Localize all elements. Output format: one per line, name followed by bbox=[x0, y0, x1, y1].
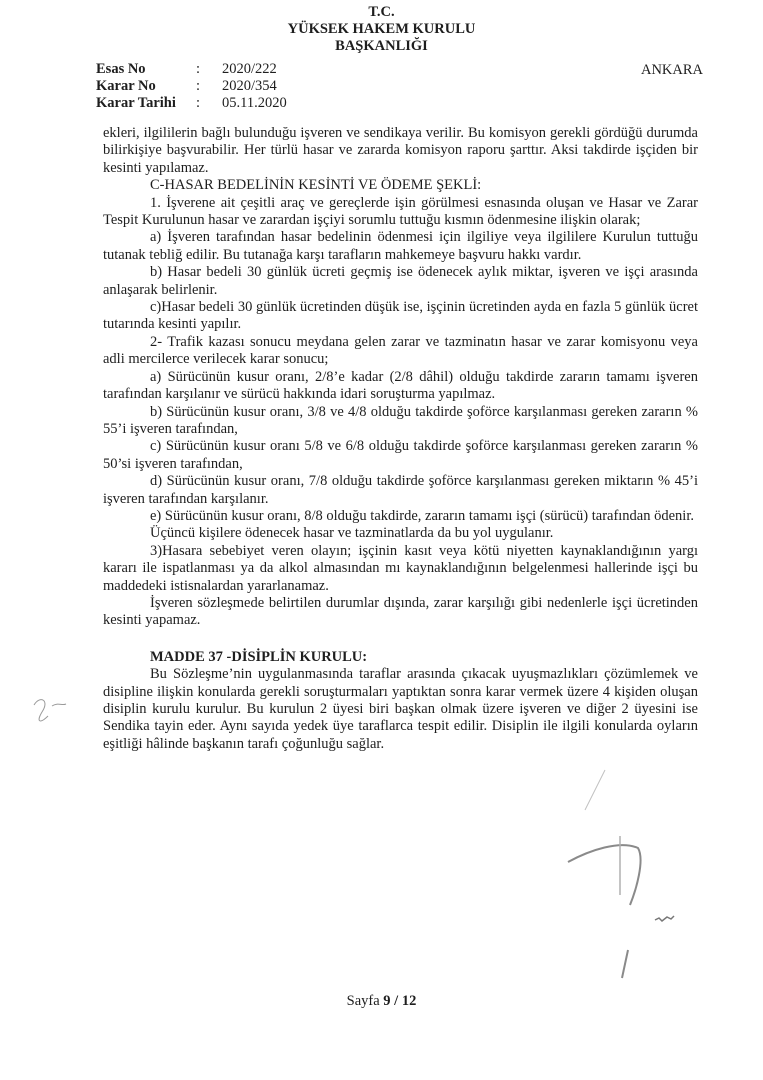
paragraph: 3)Hasara sebebiyet veren olayın; işçinin kasıt veya kötü niyetten kaynaklandığının yargı kararı ile ispatlanması ya da alkol almasından mı kaynaklandığının belgelenmesi hallerinde işçi bu maddedeki istisnalardan yararlanamaz. bbox=[103, 542, 698, 594]
signature-stroke bbox=[568, 845, 641, 905]
paragraph: a) İşveren tarafından hasar bedelinin ödenmesi için ilgiliye veya ilgililere Kurulun tuttuğu tutanak tebliğ edilir. Bu tutanağa karşı tarafların mahkemeye başvuru hakkı vardır. bbox=[103, 229, 698, 263]
paragraph: c) Sürücünün kusur oranı 5/8 ve 6/8 olduğu takdirde şoförce karşılanması gereken zararın % 50’si işveren tarafından, bbox=[103, 438, 698, 472]
paragraph: 2- Trafik kazası sonucu meydana gelen zarar ve tazminatın hasar ve zarar komisyonu veya adli mercilerce verilecek karar sonucu; bbox=[103, 333, 698, 368]
meta-label: Karar Tarihi bbox=[96, 95, 176, 111]
paragraph: e) Sürücünün kusur oranı, 8/8 olduğu takdirde, zararın tamamı işçi (sürücü) tarafından ödenir. bbox=[150, 507, 694, 524]
paragraph: 1. İşverene ait çeşitli araç ve gereçlerde işin görülmesi esnasında oluşan ve Hasar ve Zarar Tespit Kurulunun hasar ve zarardan işçiyi sorumlu tuttuğu kısmın ödenmesine ilişkin olarak; bbox=[103, 194, 698, 229]
article-title: MADDE 37 -DİSİPLİN KURULU: bbox=[150, 648, 368, 665]
article-text: Bu Sözleşme’nin uygulanmasında taraflar arasında çıkacak uyuşmazlıkları çözümlemek ve disipline ilişkin konularda gerekli soruşturmaları yaptıktan sonra karar vermek üzere 4 kişiden oluşan disiplin kurulu kurulur. Bu kurulun 2 üyesi biri başkan olmak üzere işveren ve diğer 2 üyesini ise Sendika tayin eder. Aynı sayıda yedek üye taraflarca tespit edilir. Disiplin ile ilgili konularda oyların eşitliği hâlinde başkanın tarafı çoğunluğu sağlar. bbox=[103, 666, 698, 752]
meta-value: 2020/354 bbox=[222, 78, 277, 94]
stamp-smudge bbox=[655, 916, 674, 921]
meta-separator: : bbox=[196, 78, 201, 94]
paragraph: b) Sürücünün kusur oranı, 3/8 ve 4/8 olduğu takdirde şoförce karşılanması gereken zararın % 55’i işveren tarafından, bbox=[103, 403, 698, 437]
page-separator: / bbox=[394, 993, 399, 1009]
paragraph: c)Hasar bedeli 30 günlük ücretinden düşük ise, işçinin ücretinden ayda en fazla 5 günlük ücret tutarında kesinti yapılır. bbox=[103, 299, 698, 333]
margin-annotation-mark bbox=[34, 700, 66, 721]
paragraph: d) Sürücünün kusur oranı, 7/8 olduğu takdirde şoförce karşılanması gereken miktarın % 45’i işveren tarafından karşılanır. bbox=[103, 473, 698, 507]
city: ANKARA bbox=[640, 62, 703, 78]
meta-label: Esas No bbox=[96, 61, 146, 77]
meta-label: Karar No bbox=[96, 78, 156, 94]
section-heading: C-HASAR BEDELİNİN KESİNTİ VE ÖDEME ŞEKLİ: bbox=[150, 177, 482, 194]
meta-separator: : bbox=[196, 61, 201, 77]
paragraph: İşveren sözleşmede belirtilen durumlar dışında, zarar karşılığı gibi nedenlerle işçi ücretinden kesinti yapamaz. bbox=[103, 594, 698, 629]
paragraph: b) Hasar bedeli 30 günlük ücreti geçmiş ise ödenecek aylık miktar, işveren ve işçi arasında anlaşarak belirlenir. bbox=[103, 264, 698, 298]
meta-value: 05.11.2020 bbox=[222, 95, 287, 111]
signature-stroke bbox=[585, 770, 605, 810]
meta-separator: : bbox=[196, 95, 201, 111]
paragraph: a) Sürücünün kusur oranı, 2/8’e kadar (2/8 dâhil) olduğu takdirde zararın tamamı işveren tarafından karşılanır ve sürücü hakkında idari soruşturma yapılmaz. bbox=[103, 368, 698, 403]
paragraph: Üçüncü kişilere ödenecek hasar ve tazminatlarda da bu yol uygulanır. bbox=[150, 525, 554, 542]
page-number: 9 bbox=[383, 993, 391, 1009]
page-label: Sayfa bbox=[346, 993, 380, 1009]
paragraph: ekleri, ilgililerin bağlı bulunduğu işveren ve sendikaya verilir. Bu komisyon gerekli gördüğü durumda bilirkişiye başvurabilir. Her türlü hasar ve zararda komisyon raporu şarttır. Aksi takdirde işçiden bir kesinti yapılamaz. bbox=[103, 125, 698, 176]
meta-value: 2020/222 bbox=[222, 61, 277, 77]
header-department: BAŞKANLIĞI bbox=[335, 38, 428, 54]
page-total: 12 bbox=[401, 993, 417, 1009]
header-tc: T.C. bbox=[368, 4, 395, 20]
signature-stroke bbox=[622, 950, 628, 978]
header-institution: YÜKSEK HAKEM KURULU bbox=[287, 21, 476, 37]
